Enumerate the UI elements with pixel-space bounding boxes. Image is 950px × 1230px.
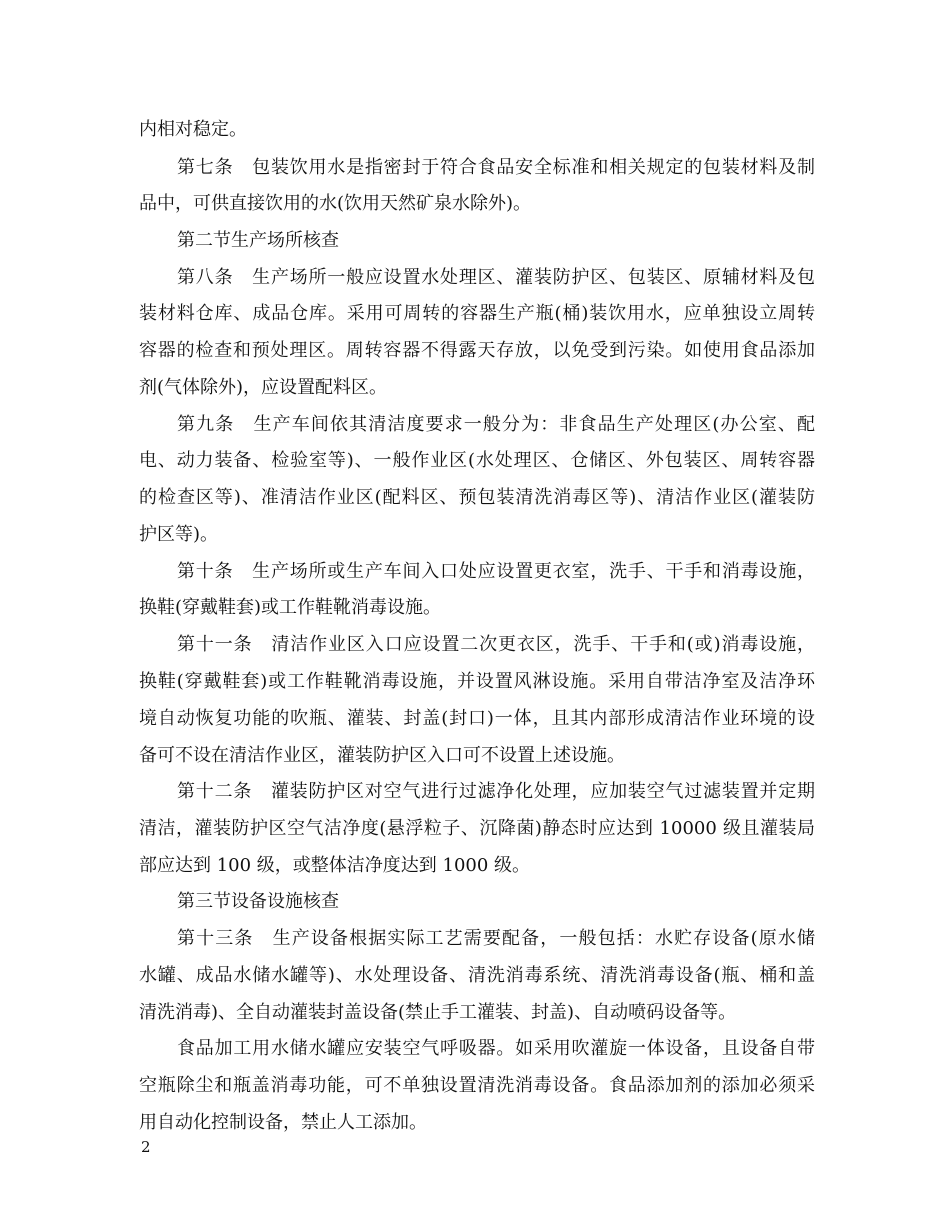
section-heading: 第三节设备设施核查: [177, 891, 339, 912]
paragraph-article-12: 第十二条 灌装防护区对空气进行过滤净化处理，应加装空气过滤装置并定期: [177, 781, 815, 802]
text-line: 电、动力装备、检验室等)、一般作业区(水处理区、仓储区、外包装区、周转容器: [139, 450, 815, 471]
text-line: 内相对稳定。: [139, 119, 247, 140]
text-line: 品中，可供直接饮用的水(饮用天然矿泉水除外)。: [139, 193, 532, 214]
text-line: 水罐、成品水储水罐等)、水处理设备、清洗消毒系统、清洗消毒设备(瓶、桶和盖: [139, 965, 815, 986]
paragraph-article-9: 第九条 生产车间依其清洁度要求一般分为：非食品生产处理区(办公室、配: [177, 414, 815, 435]
text-line: 空瓶除尘和瓶盖消毒功能，可不单独设置清洗消毒设备。食品添加剂的添加必须采: [139, 1075, 815, 1096]
paragraph-article-8: 第八条 生产场所一般应设置水处理区、灌装防护区、包装区、原辅材料及包: [177, 267, 815, 288]
paragraph-article-11: 第十一条 清洁作业区入口应设置二次更衣区，洗手、干手和(或)消毒设施，: [177, 634, 815, 655]
paragraph-article-10: 第十条 生产场所或生产车间入口处应设置更衣室，洗手、干手和消毒设施，: [177, 561, 815, 582]
text-line: 境自动恢复功能的吹瓶、灌装、封盖(封口)一体，且其内部形成清洁作业环境的设: [139, 708, 815, 729]
text-line: 换鞋(穿戴鞋套)或工作鞋靴消毒设施，并设置风淋设施。采用自带洁净室及洁净环: [139, 671, 815, 692]
text-line: 用自动化控制设备，禁止人工添加。: [139, 1112, 427, 1133]
text-line: 部应达到 100 级，或整体洁净度达到 1000 级。: [139, 855, 531, 876]
text-line: 剂(气体除外)，应设置配料区。: [139, 377, 388, 398]
text-line: 换鞋(穿戴鞋套)或工作鞋靴消毒设施。: [139, 597, 442, 618]
text-line: 护区等)。: [139, 524, 219, 545]
paragraph-water-tank: 食品加工用水储水罐应安装空气呼吸器。如采用吹灌旋一体设备，且设备自带: [177, 1038, 815, 1059]
text-line: 清洗消毒)、全自动灌装封盖设备(禁止手工灌装、封盖)、自动喷码设备等。: [139, 1002, 737, 1023]
text-line: 容器的检查和预处理区。周转容器不得露天存放，以免受到污染。如使用食品添加: [139, 340, 815, 361]
text-line: 装材料仓库、成品仓库。采用可周转的容器生产瓶(桶)装饮用水，应单独设立周转: [139, 303, 815, 324]
section-heading: 第二节生产场所核查: [177, 230, 339, 251]
text-line: 备可不设在清洁作业区，灌装防护区入口可不设置上述设施。: [139, 745, 625, 766]
text-line: 的检查区等)、准清洁作业区(配料区、预包装清洗消毒区等)、清洁作业区(灌装防: [139, 487, 815, 508]
text-line: 清洁，灌装防护区空气洁净度(悬浮粒子、沉降菌)静态时应达到 10000 级且灌装局: [139, 818, 815, 839]
paragraph-article-13: 第十三条 生产设备根据实际工艺需要配备，一般包括：水贮存设备(原水储: [177, 928, 815, 949]
paragraph-article-7: 第七条 包装饮用水是指密封于符合食品安全标准和相关规定的包装材料及制: [177, 157, 815, 178]
page-number: 2: [141, 1138, 151, 1156]
